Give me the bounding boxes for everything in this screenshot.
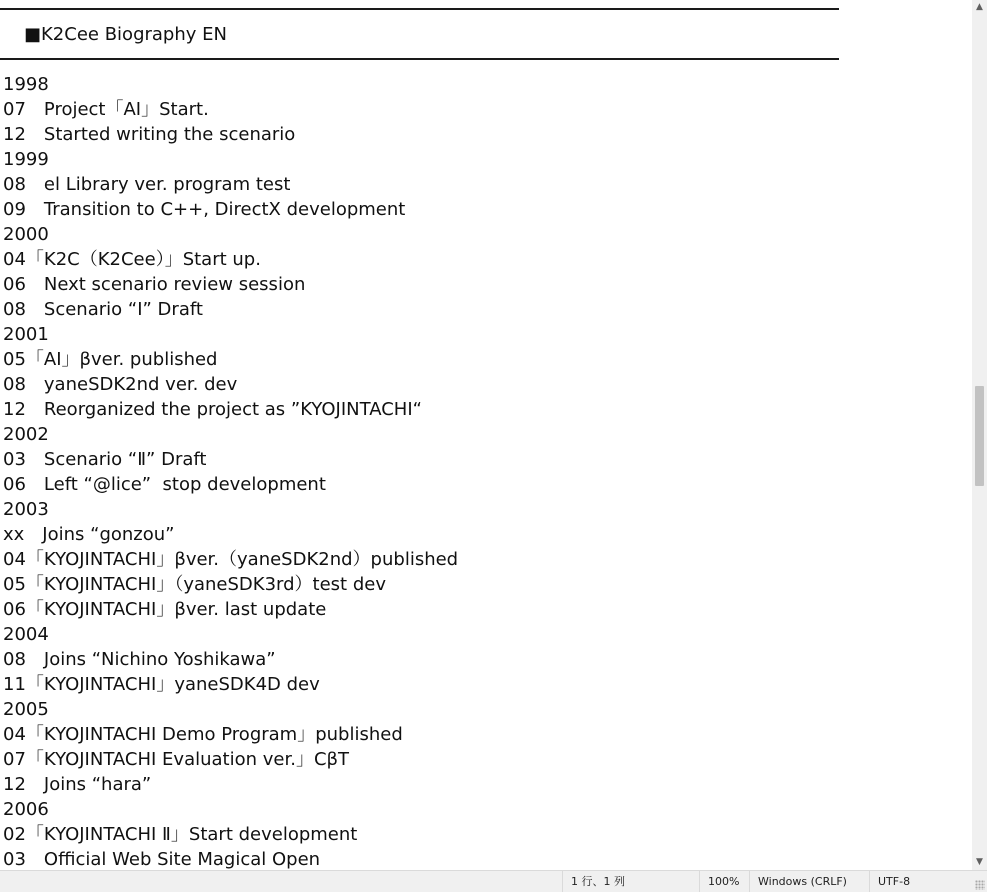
text-line: 12 Joins “hara”	[3, 774, 152, 795]
status-bar	[0, 870, 987, 892]
heading-top-rule	[0, 8, 839, 10]
line-ending: Windows (CRLF)	[749, 871, 869, 892]
text-line: 2001	[3, 324, 49, 345]
text-line: 2006	[3, 799, 49, 820]
text-line: 08 el Library ver. program test	[3, 174, 291, 195]
text-line: 1998	[3, 74, 49, 95]
text-line: 09 Transition to C++, DirectX development	[3, 199, 406, 220]
document-lines	[3, 72, 458, 870]
resize-grip-icon[interactable]	[975, 880, 985, 890]
text-line: xx Joins “gonzou”	[3, 524, 175, 545]
text-line: 2003	[3, 499, 49, 520]
document-heading: ■K2Cee Biography EN	[24, 24, 227, 45]
text-line: 08 yaneSDK2nd ver. dev	[3, 374, 238, 395]
text-line: 08 Joins “Nichino Yoshikawa”	[3, 649, 276, 670]
text-line: 2000	[3, 224, 49, 245]
text-line: 05「KYOJINTACHI」（yaneSDK3rd）test dev	[3, 574, 386, 595]
scroll-up-arrow-icon[interactable]: ▲	[976, 2, 983, 12]
text-line: 07「KYOJINTACHI Evaluation ver.」CβT	[3, 749, 349, 770]
scroll-down-arrow-icon[interactable]: ▼	[976, 857, 983, 867]
text-line: 04「KYOJINTACHI」βver.（yaneSDK2nd）published	[3, 549, 459, 570]
text-line: 06「KYOJINTACHI」βver. last update	[3, 599, 327, 620]
text-line: 04「K2C（K2Cee）」Start up.	[3, 249, 261, 270]
zoom-level: 100%	[699, 871, 749, 892]
text-line: 06 Left “@lice” stop development	[3, 474, 326, 495]
vertical-scrollbar[interactable]	[972, 0, 987, 870]
text-line: 1999	[3, 149, 49, 170]
text-line: 2002	[3, 424, 49, 445]
encoding: UTF-8	[869, 871, 972, 892]
text-line: 02「KYOJINTACHI Ⅱ」Start development	[3, 824, 358, 845]
text-line: 2005	[3, 699, 49, 720]
text-line: 07 Project「AI」Start.	[3, 99, 209, 120]
text-line: 03 Official Web Site Magical Open	[3, 849, 321, 870]
scrollbar-thumb[interactable]	[975, 386, 984, 486]
text-line: 12 Started writing the scenario	[3, 124, 296, 145]
text-line: 2004	[3, 624, 49, 645]
text-line: 05「AI」βver. published	[3, 349, 218, 370]
text-line: 06 Next scenario review session	[3, 274, 306, 295]
text-line: 12 Reorganized the project as ”KYOJINTACHI“	[3, 399, 422, 420]
text-line: 03 Scenario “Ⅱ” Draft	[3, 449, 207, 470]
text-line: 08 Scenario “Ⅰ” Draft	[3, 299, 203, 320]
text-line: 11「KYOJINTACHI」yaneSDK4D dev	[3, 674, 320, 695]
heading-bottom-rule	[0, 58, 839, 60]
cursor-position: 1 行、1 列	[562, 871, 699, 892]
text-line: 04「KYOJINTACHI Demo Program」published	[3, 724, 403, 745]
